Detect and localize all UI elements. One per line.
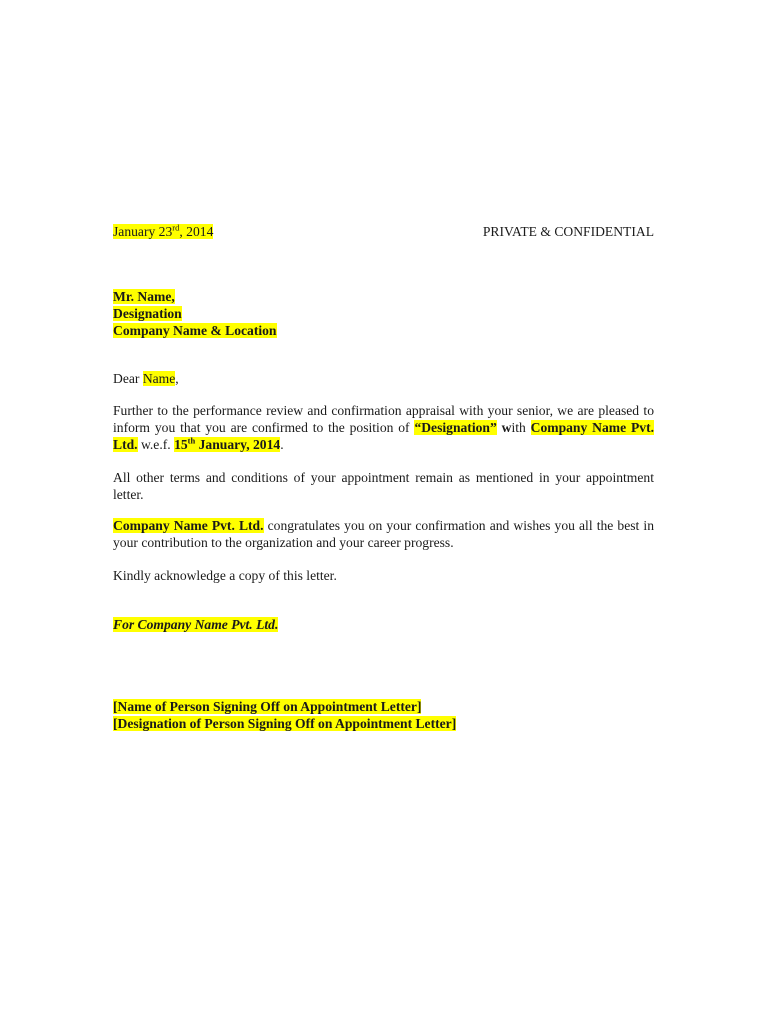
paragraph-line: [113, 517, 654, 534]
signoff-company: For Company Name Pvt. Ltd.: [113, 617, 279, 632]
recipient-company: Company Name & Location: [113, 323, 277, 338]
paragraph-line: All other terms and conditions of your appointment remain as mentioned in your appointment: [113, 470, 654, 485]
paragraph-line: [113, 436, 654, 453]
text-run: inform you that you are confirmed to the position of: [113, 420, 415, 435]
signoff: [113, 616, 278, 633]
salutation: [113, 370, 179, 387]
paragraph-line: Kindly acknowledge a copy of this letter.: [113, 568, 337, 583]
congratulations-paragraph: [113, 517, 654, 551]
date-month-day: January 23: [113, 224, 173, 239]
acknowledge-paragraph: [113, 567, 654, 584]
company-highlight: Company Name Pvt.: [530, 420, 654, 435]
terms-paragraph: [113, 469, 654, 503]
confidential-label: PRIVATE & CONFIDENTIAL: [482, 224, 654, 239]
text-run: w: [496, 420, 512, 435]
text-run: ith: [511, 420, 531, 435]
date-suffix: rd: [172, 222, 180, 233]
effective-month-year: January, 2014: [195, 437, 281, 452]
paragraph-line: Further to the performance review and confirmation appraisal with your senior, we are pleased to: [113, 403, 654, 418]
recipient-name: Mr. Name,: [113, 289, 175, 304]
salutation-comma: ,: [175, 371, 179, 386]
designation-highlight: “Designation”: [414, 420, 497, 435]
signatory-name: [Name of Person Signing Off on Appointment Letter]: [113, 699, 422, 714]
effective-date-highlight: [174, 437, 280, 452]
effective-day: 15: [174, 437, 188, 452]
paragraph-line: letter.: [113, 487, 144, 502]
letter-date: [113, 223, 213, 240]
company-highlight: Ltd.: [113, 437, 138, 452]
salutation-greeting: Dear: [113, 371, 143, 386]
recipient-block: [113, 288, 654, 339]
date-highlight: [113, 224, 213, 239]
confirmation-paragraph: [113, 402, 654, 453]
recipient-designation: Designation: [113, 306, 182, 321]
paragraph-line: your contribution to the organization and your career progress.: [113, 535, 454, 550]
text-run: w.e.f.: [137, 437, 175, 452]
date-year: , 2014: [179, 224, 214, 239]
signatory-designation: [Designation of Person Signing Off on Appointment Letter]: [113, 716, 457, 731]
salutation-name: Name: [142, 371, 176, 386]
paragraph-line: [113, 419, 654, 436]
text-run: congratulates you on your confirmation and wishes you all the best in: [263, 518, 654, 533]
company-highlight: Company Name Pvt. Ltd.: [113, 518, 264, 533]
effective-day-suffix: th: [187, 435, 196, 446]
text-run: .: [280, 437, 284, 452]
signatory-block: [113, 698, 456, 732]
